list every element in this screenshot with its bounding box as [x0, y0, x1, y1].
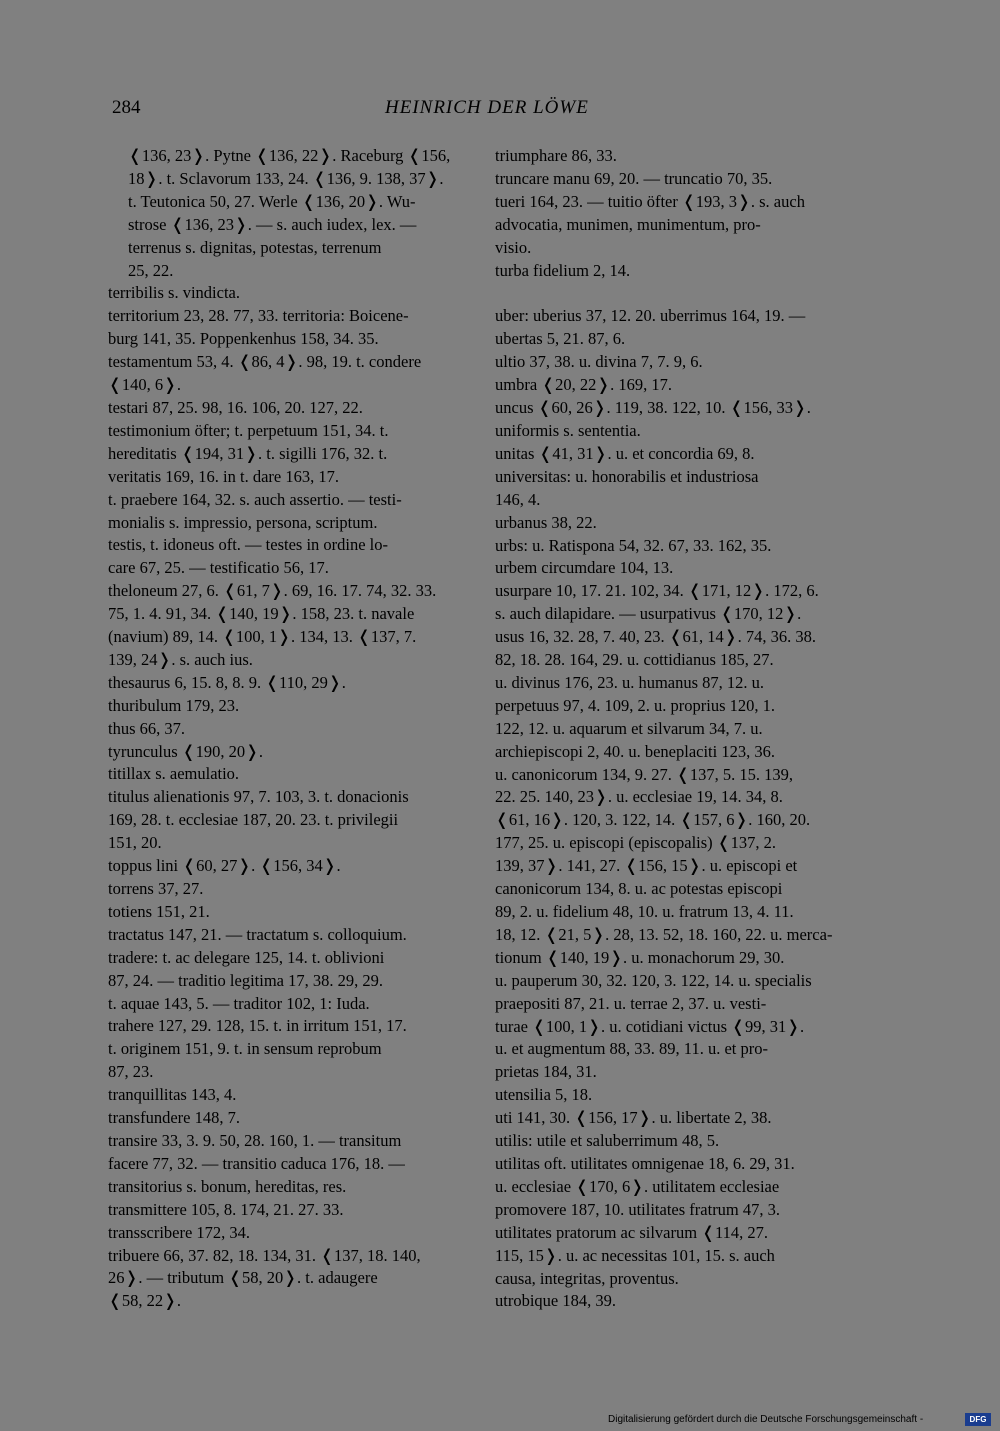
entry-line: utilitas oft. utilitates omnigenae 18, 6. 29, 31.	[495, 1153, 795, 1173]
entry-line: archiepiscopi 2, 40. u. beneplaciti 123, 36.	[495, 741, 775, 761]
index-entry	[108, 305, 468, 351]
entry-line: praepositi 87, 21. u. terrae 2, 37. u. vesti-	[495, 993, 767, 1013]
entry-line: uniformis s. sententia.	[495, 420, 641, 440]
index-entry	[108, 1107, 468, 1130]
page-number: 284	[112, 97, 141, 118]
entry-line: burg 141, 35. Poppenkenhus 158, 34. 35.	[108, 329, 379, 349]
entry-line: territorium 23, 28. 77, 33. territoria: Boicene-	[108, 306, 409, 326]
index-entry	[495, 535, 855, 581]
entry-line: thesaurus 6, 15. 8, 8. 9. ❬110, 29❭.	[108, 672, 346, 692]
entry-line: 146, 4.	[495, 489, 541, 509]
index-entry	[495, 397, 855, 420]
entry-line: t. praebere 164, 32. s. auch assertio. — testi-	[108, 489, 402, 509]
index-entry	[108, 282, 468, 305]
index-entry	[495, 1107, 855, 1130]
entry-line: 139, 37❭. 141, 27. ❬156, 15❭. u. episcopi et	[495, 856, 798, 876]
entry-line: ❬136, 23❭. Pytne ❬136, 22❭. Raceburg ❬156,	[128, 146, 451, 165]
index-entry	[108, 741, 468, 764]
index-entry	[108, 1015, 468, 1084]
entry-line: transscribere 172, 34.	[108, 1222, 251, 1242]
entry-line: tranquillitas 143, 4.	[108, 1085, 237, 1105]
entry-line: canonicorum 134, 8. u. ac potestas episcopi	[495, 879, 783, 899]
index-entry	[495, 1084, 855, 1107]
entry-line: 169, 28. t. ecclesiae 187, 20. 23. t. privilegii	[108, 810, 399, 830]
entry-line: urbem circumdare 104, 13.	[495, 558, 674, 578]
entry-line: 25, 22.	[128, 260, 174, 280]
index-entry	[108, 947, 468, 1016]
entry-line: transire 33, 3. 9. 50, 28. 160, 1. — transitum	[108, 1130, 402, 1150]
entry-line: promovere 187, 10. utilitates fratrum 47, 3.	[495, 1199, 781, 1219]
index-entry	[108, 901, 468, 924]
index-entry	[495, 626, 855, 1084]
entry-line: ubertas 5, 21. 87, 6.	[495, 329, 626, 349]
index-entry	[108, 878, 468, 901]
entry-line: 87, 23.	[108, 1062, 154, 1082]
index-entry	[495, 305, 855, 351]
entry-line: prietas 184, 31.	[495, 1062, 597, 1082]
index-entry	[108, 580, 468, 672]
index-entry	[495, 260, 855, 283]
entry-line: tradere: t. ac delegare 125, 14. t. oblivioni	[108, 947, 385, 967]
dfg-logo: DFG	[965, 1413, 991, 1426]
entry-line: monialis s. impressio, persona, scriptum.	[108, 512, 378, 532]
entry-line: urbs: u. Ratispona 54, 32. 67, 33. 162, 35.	[495, 535, 772, 555]
index-entry	[495, 351, 855, 374]
entry-line: ❬58, 22❭.	[108, 1291, 182, 1311]
index-entry	[108, 534, 468, 580]
footer-credit: Digitalisierung gefördert durch die Deutsche Forschungsgemeinschaft -	[608, 1414, 924, 1425]
entry-line: trahere 127, 29. 128, 15. t. in irritum 151, 17.	[108, 1016, 407, 1036]
entry-line: utrobique 184, 39.	[495, 1291, 616, 1311]
entry-line: 151, 20.	[108, 833, 162, 853]
index-entry	[108, 695, 468, 718]
entry-line: transmittere 105, 8. 174, 21. 27. 33.	[108, 1199, 344, 1219]
index-entry	[495, 466, 855, 512]
entry-line: causa, integritas, proventus.	[495, 1268, 679, 1288]
entry-line: ❬140, 6❭.	[108, 375, 182, 395]
entry-line: 89, 2. u. fidelium 48, 10. u. fratrum 13, 4. 11.	[495, 902, 794, 921]
entry-line: torrens 37, 27.	[108, 879, 204, 898]
entry-line: 139, 24❭. s. auch ius.	[108, 649, 253, 669]
entry-line: 26❭. — tributum ❬58, 20❭. t. adaugere	[108, 1268, 378, 1288]
index-entry	[495, 1153, 855, 1290]
entry-line: u. divinus 176, 23. u. humanus 87, 12. u.	[495, 672, 765, 692]
entry-line: tionum ❬140, 19❭. u. monachorum 29, 30.	[495, 947, 785, 967]
entry-line: testis, t. idoneus oft. — testes in ordine lo-	[108, 535, 389, 555]
entry-line: titillax s. aemulatio.	[108, 764, 240, 784]
index-entry	[108, 1245, 468, 1314]
entry-line: universitas: u. honorabilis et industriosa	[495, 466, 759, 486]
entry-line: tyrunculus ❬190, 20❭.	[108, 741, 264, 761]
entry-line: 115, 15❭. u. ac necessitas 101, 15. s. auch	[495, 1245, 775, 1265]
entry-line: testimonium öfter; t. perpetuum 151, 34. t.	[108, 420, 389, 440]
entry-line: toppus lini ❬60, 27❭. ❬156, 34❭.	[108, 856, 341, 876]
index-entry	[108, 397, 468, 420]
entry-line: 18❭. t. Sclavorum 133, 24. ❬136, 9. 138, 37❭.	[128, 168, 444, 188]
index-entry	[108, 786, 468, 855]
index-entry	[495, 145, 855, 168]
entry-line: s. auch dilapidare. — usurpativus ❬170, 12❭.	[495, 604, 802, 624]
index-entry	[495, 1130, 855, 1153]
index-entry	[108, 420, 468, 535]
entry-line: uber: uberius 37, 12. 20. uberrimus 164, 19. —	[495, 306, 806, 326]
entry-line: utensilia 5, 18.	[495, 1085, 593, 1105]
entry-line: visio.	[495, 237, 532, 257]
entry-line: t. Teutonica 50, 27. Werle ❬136, 20❭. Wu-	[128, 191, 416, 211]
entry-line: transitorius s. bonum, hereditas, res.	[108, 1176, 347, 1196]
entry-line: veritatis 169, 16. in t. dare 163, 17.	[108, 466, 339, 486]
entry-line: titulus alienationis 97, 7. 103, 3. t. donacionis	[108, 787, 409, 807]
entry-line: unitas ❬41, 31❭. u. et concordia 69, 8.	[495, 443, 755, 463]
entry-line: 18, 12. ❬21, 5❭. 28, 13. 52, 18. 160, 22. u. merca-	[495, 924, 833, 944]
entry-line: thus 66, 37.	[108, 718, 186, 738]
index-entry	[495, 420, 855, 443]
entry-line: u. et augmentum 88, 33. 89, 11. u. et pro-	[495, 1039, 768, 1059]
entry-line: theloneum 27, 6. ❬61, 7❭. 69, 16. 17. 74, 32. 33.	[108, 581, 437, 601]
entry-line: u. ecclesiae ❬170, 6❭. utilitatem ecclesiae	[495, 1176, 780, 1196]
entry-line: advocatia, munimen, munimentum, pro-	[495, 214, 761, 234]
entry-line: u. canonicorum 134, 9. 27. ❬137, 5. 15. 139,	[495, 764, 793, 784]
entry-line: umbra ❬20, 22❭. 169, 17.	[495, 375, 673, 395]
entry-line: terribilis s. vindicta.	[108, 283, 240, 303]
entry-line: turae ❬100, 1❭. u. cotidiani victus ❬99, 31❭.	[495, 1016, 805, 1036]
index-entry	[108, 1199, 468, 1222]
entry-line: hereditatis ❬194, 31❭. t. sigilli 176, 32. t.	[108, 443, 388, 463]
entry-line: urbanus 38, 22.	[495, 512, 597, 532]
entry-line: 75, 1. 4. 91, 34. ❬140, 19❭. 158, 23. t. navale	[108, 604, 415, 624]
entry-line: utilis: utile et saluberrimum 48, 5.	[495, 1131, 720, 1151]
entry-line: perpetuus 97, 4. 109, 2. u. proprius 120, 1.	[495, 695, 776, 715]
running-head: HEINRICH DER LÖWE	[385, 97, 589, 118]
index-entry	[108, 855, 468, 878]
entry-line: facere 77, 32. — transitio caduca 176, 18. —	[108, 1153, 405, 1173]
entry-line: 122, 12. u. aquarum et silvarum 34, 7. u.	[495, 718, 763, 738]
index-entry	[495, 374, 855, 397]
entry-line: 82, 18. 28. 164, 29. u. cottidianus 185, 27.	[495, 650, 774, 670]
entry-line: thuribulum 179, 23.	[108, 695, 240, 715]
index-entry	[495, 512, 855, 535]
index-column-right	[495, 145, 855, 1313]
index-entry	[108, 672, 468, 695]
entry-line: ultio 37, 38. u. divina 7, 7. 9, 6.	[495, 352, 703, 372]
entry-line: 177, 25. u. episcopi (episcopalis) ❬137, 2.	[495, 833, 776, 853]
entry-line: (navium) 89, 14. ❬100, 1❭. 134, 13. ❬137, 7.	[108, 627, 417, 647]
entry-line: testari 87, 25. 98, 16. 106, 20. 127, 22.	[108, 397, 363, 417]
entry-line: uti 141, 30. ❬156, 17❭. u. libertate 2, 38.	[495, 1108, 772, 1128]
index-entry	[108, 351, 468, 397]
entry-line: uncus ❬60, 26❭. 119, 38. 122, 10. ❬156, 33❭.	[495, 398, 811, 418]
entry-line: tractatus 147, 21. — tractatum s. colloquium.	[108, 924, 407, 944]
index-column-left	[108, 145, 468, 1313]
entry-line: transfundere 148, 7.	[108, 1108, 240, 1128]
entry-line: u. pauperum 30, 32. 120, 3. 122, 14. u. specialis	[495, 970, 812, 990]
entry-line: totiens 151, 21.	[108, 901, 210, 921]
index-entry	[108, 1222, 468, 1245]
entry-line: strose ❬136, 23❭. — s. auch iudex, lex. —	[128, 214, 417, 234]
index-entry	[108, 763, 468, 786]
index-entry	[108, 718, 468, 741]
entry-line: terrenus s. dignitas, potestas, terrenum	[128, 237, 382, 257]
index-entry	[495, 443, 855, 466]
entry-line: tribuere 66, 37. 82, 18. 134, 31. ❬137, 18. 140,	[108, 1245, 421, 1265]
index-entry	[495, 1290, 855, 1313]
entry-line: ❬61, 16❭. 120, 3. 122, 14. ❬157, 6❭. 160, 20.	[495, 810, 811, 830]
entry-line: 87, 24. — traditio legitima 17, 38. 29, 29.	[108, 970, 383, 990]
entry-line: t. aquae 143, 5. — traditor 102, 1: Iuda.	[108, 993, 370, 1013]
index-entry	[108, 1130, 468, 1199]
index-entry	[108, 145, 468, 282]
entry-line: turba fidelium 2, 14.	[495, 260, 631, 280]
entry-line: tueri 164, 23. — tuitio öfter ❬193, 3❭. s. auch	[495, 191, 805, 211]
entry-line: care 67, 25. — testificatio 56, 17.	[108, 558, 329, 578]
entry-line: utilitates pratorum ac silvarum ❬114, 27.	[495, 1222, 769, 1242]
entry-line: 22. 25. 140, 23❭. u. ecclesiae 19, 14. 34, 8.	[495, 787, 783, 807]
index-entry	[495, 580, 855, 626]
section-gap	[495, 282, 855, 305]
entry-line: usus 16, 32. 28, 7. 40, 23. ❬61, 14❭. 74, 36. 38.	[495, 627, 816, 647]
entry-line: usurpare 10, 17. 21. 102, 34. ❬171, 12❭. 172, 6.	[495, 581, 819, 601]
entry-line: triumphare 86, 33.	[495, 146, 617, 165]
entry-line: truncare manu 69, 20. — truncatio 70, 35.	[495, 168, 773, 188]
index-entry	[108, 924, 468, 947]
index-entry	[495, 168, 855, 191]
index-entry	[495, 191, 855, 260]
index-entry	[108, 1084, 468, 1107]
entry-line: testamentum 53, 4. ❬86, 4❭. 98, 19. t. condere	[108, 352, 422, 372]
entry-line: t. originem 151, 9. t. in sensum reprobum	[108, 1039, 382, 1059]
